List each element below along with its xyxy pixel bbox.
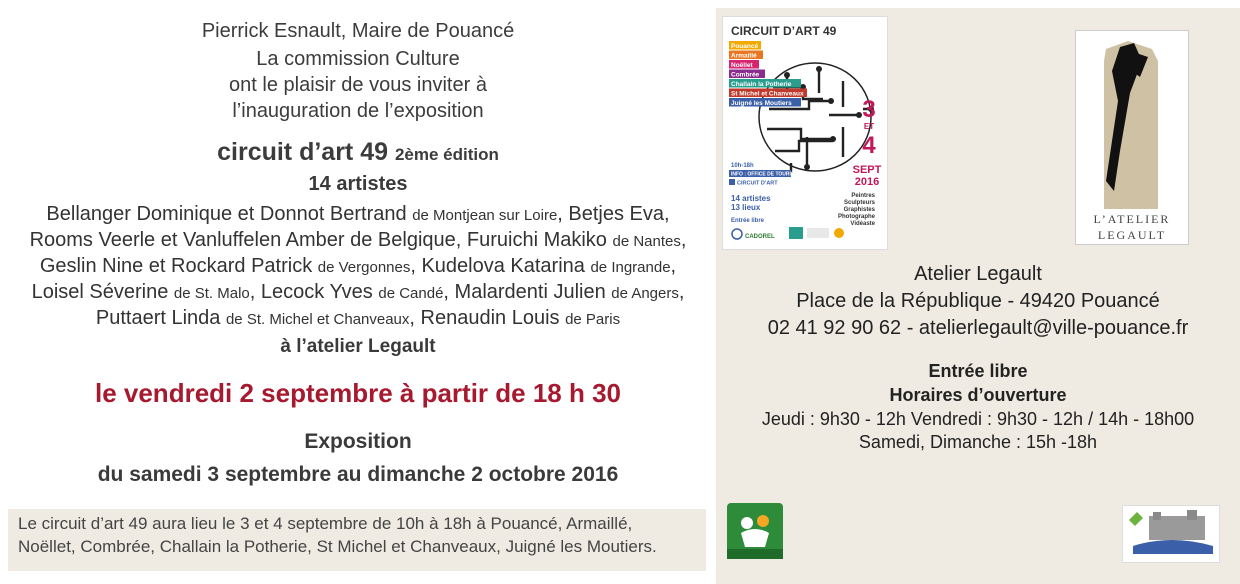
artist-origin: de Montjean sur Loire — [412, 207, 558, 224]
artist-names: , Kudelova Katarina — [410, 255, 591, 277]
intro-line: l’inauguration de l’exposition — [232, 100, 484, 122]
note-line: Noëllet, Combrée, Challain la Potherie, St Michel et Chanveaux, Juigné les Moutiers. — [18, 537, 657, 556]
intro-line: ont le plaisir de vous inviter à — [229, 74, 487, 96]
town-label: Pouancé — [731, 43, 759, 50]
poster-day-b: 4 — [862, 132, 876, 159]
artist-line — [0, 201, 716, 229]
town-label: Combrée — [731, 71, 760, 79]
hours-line: Jeudi : 9h30 - 12h Vendredi : 9h30 - 12h / 14h - 18h00 — [761, 409, 1195, 429]
note-line: Le circuit d’art 49 aura lieu le 3 et 4 septembre de 10h à 18h à Pouancé, Armaillé, — [18, 514, 633, 533]
poster-et: ET — [863, 122, 875, 131]
circuit-poster — [722, 16, 888, 250]
contact-line: 02 41 92 90 62 - atelierlegault@ville-pouance.fr — [767, 317, 1189, 339]
artist-type: Photographe — [838, 214, 875, 220]
artist-names: Puttaert Linda — [95, 307, 226, 329]
artist-line — [0, 227, 716, 255]
atelier-figure-illustration — [1076, 31, 1188, 244]
artist-names: , — [670, 255, 677, 277]
artist-type: Sculpteurs — [843, 200, 875, 206]
town-label: Challain la Potherie — [731, 81, 792, 88]
atelier-legault-logo — [1075, 30, 1189, 245]
entry-text: Entrée libre — [928, 361, 1028, 381]
hours-label — [716, 383, 1240, 407]
poster-entry: Entrée libre — [731, 218, 765, 224]
artist-type-list — [838, 193, 876, 227]
artist-origin: de Angers — [611, 285, 679, 302]
artist-line — [0, 279, 716, 307]
town-label: Noëllet — [731, 62, 753, 69]
poster-day-a: 3 — [862, 96, 876, 123]
circuit-note — [8, 509, 706, 571]
artist-origin: de Candé — [378, 285, 444, 302]
artist-names: Bellanger Dominique et Donnot Bertrand — [46, 203, 413, 225]
artist-names: Geslin Nine et Rockard Patrick — [39, 255, 318, 277]
artist-names: Rooms Veerle et Vanluffelen Amber de Belgique, Furuichi Makiko — [29, 229, 613, 251]
artist-names: Loisel Séverine — [31, 281, 174, 303]
artist-origin: de Nantes — [612, 233, 681, 250]
event-title — [0, 138, 716, 167]
artist-line — [0, 253, 716, 281]
intro-line: La commission Culture — [256, 48, 460, 70]
intro-line: Pierrick Esnault, Maire de Pouancé — [201, 20, 515, 42]
hours-line: Samedi, Dimanche : 15h -18h — [858, 432, 1098, 452]
artist-names: , — [680, 229, 687, 251]
sponsor-logo — [807, 228, 829, 238]
sponsor-name: CADOREL — [745, 234, 775, 240]
artist-type: Graphistes — [843, 207, 875, 213]
town-label: Armaillé — [731, 52, 757, 60]
town-label-list — [729, 41, 807, 107]
venue-line: à l’atelier Legault — [280, 336, 436, 357]
poster-month: SEPT — [852, 164, 882, 176]
artist-names: , — [678, 281, 685, 303]
artist-origin: de Paris — [565, 311, 621, 328]
artist-origin: de Vergonnes — [317, 259, 411, 276]
artist-origin: de St. Malo — [173, 285, 250, 302]
town-label: St Michel et Chanveaux — [731, 90, 804, 98]
artist-line — [0, 305, 716, 333]
poster-facebook: CIRCUIT D’ART — [737, 180, 778, 187]
sponsor-logo — [789, 227, 803, 239]
poster-count: 14 artistes — [731, 194, 771, 203]
address-line: Atelier Legault — [914, 263, 1042, 285]
exhibition-label: Exposition — [304, 430, 412, 453]
sponsor-logo — [834, 228, 844, 238]
town-label: Juigné les Moutiers — [731, 100, 792, 107]
atelier-logo-line2: LEGAULT — [1097, 228, 1167, 242]
artist-type: Vidéaste — [850, 221, 875, 227]
address-line: Place de la République - 49420 Pouancé — [796, 290, 1160, 312]
artist-names: , Lecock Yves — [249, 281, 379, 303]
sponsor-logo — [732, 229, 742, 239]
poster-info: INFO : OFFICE DE TOURISME — [731, 171, 802, 178]
entry-label — [716, 359, 1240, 383]
opening-date: le vendredi 2 septembre à partir de 18 h 30 — [94, 378, 621, 408]
edition-label: 2ème édition — [394, 145, 499, 164]
station-verte-logo — [727, 503, 783, 559]
poster-year: 2016 — [854, 176, 880, 188]
event-title-text: circuit d’art 49 — [217, 138, 389, 166]
pouance-logo — [1122, 505, 1220, 563]
artist-origin: de Ingrande — [590, 259, 671, 276]
artist-origin: de St. Michel et Chanveaux — [225, 311, 410, 328]
poster-time: 10h-18h — [731, 163, 754, 169]
artist-count: 14 artistes — [308, 173, 408, 195]
atelier-logo-line1: L’ATELIER — [1093, 212, 1171, 226]
artist-type: Peintres — [851, 193, 875, 199]
poster-count: 13 lieux — [731, 203, 761, 212]
hours-heading: Horaires d’ouverture — [889, 385, 1067, 405]
artist-names: , Malardenti Julien — [443, 281, 612, 303]
poster-graphic — [723, 17, 887, 249]
artist-names: , Renaudin Louis — [409, 307, 566, 329]
facebook-icon — [729, 179, 735, 185]
exhibition-dates: du samedi 3 septembre au dimanche 2 octobre 2016 — [97, 463, 619, 486]
poster-heading: CIRCUIT D’ART 49 — [731, 24, 837, 38]
artist-names: , Betjes Eva, — [557, 203, 670, 225]
